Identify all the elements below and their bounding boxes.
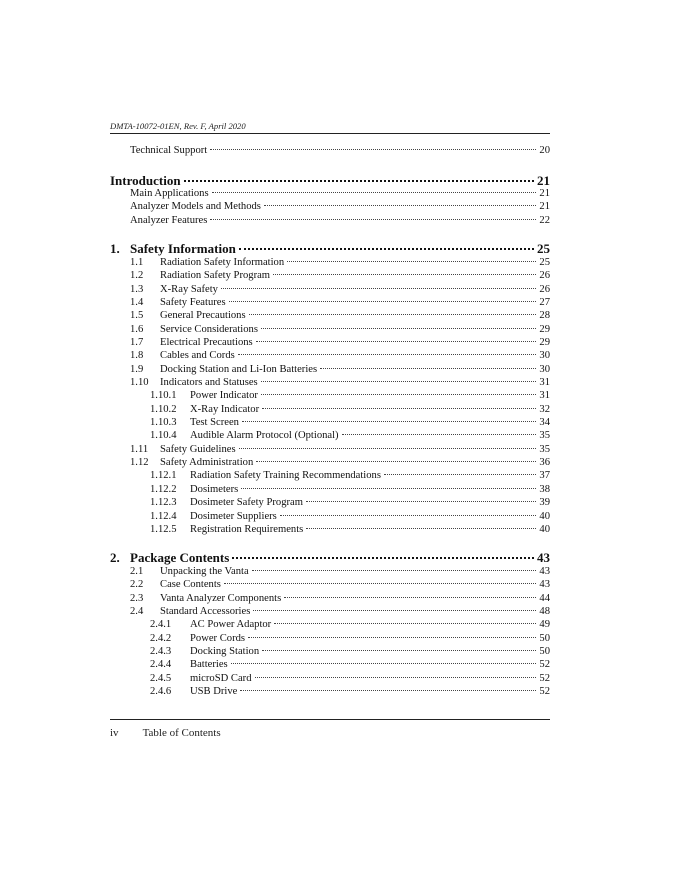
page-number: iv xyxy=(110,727,119,739)
toc-entry-title: Dosimeters xyxy=(190,484,239,495)
toc-entry-title: Dosimeter Safety Program xyxy=(190,497,303,508)
toc-entry-number: 2.4.6 xyxy=(150,686,172,697)
dot-leader xyxy=(256,461,536,462)
toc-entry[interactable] xyxy=(130,578,550,592)
toc-entry-title: Analyzer Features xyxy=(130,215,208,226)
toc-entry[interactable] xyxy=(150,658,550,672)
toc-entry-number: 2.4.4 xyxy=(150,659,172,670)
toc-entry-number: 1.3 xyxy=(130,284,144,295)
toc-entry[interactable] xyxy=(130,349,550,363)
toc-entry-title: Package Contents xyxy=(130,550,230,565)
toc-entry[interactable] xyxy=(130,363,550,377)
toc-entry-page: 52 xyxy=(539,686,550,697)
dot-leader xyxy=(261,381,537,382)
toc-entry-page: 29 xyxy=(539,337,550,348)
toc-entry-title: X-Ray Indicator xyxy=(190,404,260,415)
dot-leader xyxy=(261,394,536,395)
dot-leader xyxy=(212,192,537,193)
footer-divider xyxy=(110,719,550,720)
toc-entry-page: 26 xyxy=(539,270,550,281)
toc-entry-title: microSD Card xyxy=(190,673,252,684)
dot-leader xyxy=(232,557,534,559)
toc-entry[interactable] xyxy=(130,200,550,214)
dot-leader xyxy=(224,583,536,584)
toc-entry-title: Indicators and Statuses xyxy=(160,377,258,388)
dot-leader xyxy=(242,421,536,422)
toc-entry[interactable] xyxy=(130,323,550,337)
toc-entry-number: 1.10.2 xyxy=(150,404,177,415)
toc-entry-number: 2.4.2 xyxy=(150,633,172,644)
toc-entry-number: 1.10.1 xyxy=(150,390,177,401)
toc-entry[interactable] xyxy=(130,309,550,323)
toc-entry-title: Batteries xyxy=(190,659,228,670)
toc-entry-number: 1.12.2 xyxy=(150,484,177,495)
dot-leader xyxy=(284,597,536,598)
toc-entry[interactable] xyxy=(130,283,550,297)
dot-leader xyxy=(306,501,536,502)
toc-entry-title: Docking Station and Li-Ion Batteries xyxy=(160,364,318,375)
toc-entry-number: 2.4.5 xyxy=(150,673,172,684)
toc-entry-number: 2.2 xyxy=(130,579,144,590)
dot-leader xyxy=(342,434,537,435)
toc-entry-page: 32 xyxy=(539,404,550,415)
toc-entry-number: 1.12.1 xyxy=(150,470,177,481)
toc-entry-number: 1.12.3 xyxy=(150,497,177,508)
toc-entry-number: 2.4 xyxy=(130,606,144,617)
dot-leader xyxy=(210,149,536,150)
toc-entry[interactable] xyxy=(130,376,550,390)
toc-entry-page: 43 xyxy=(539,566,550,577)
toc-entry-title: Unpacking the Vanta xyxy=(160,566,249,577)
toc-entry-title: Dosimeter Suppliers xyxy=(190,511,277,522)
toc-entry-title: AC Power Adaptor xyxy=(190,619,272,630)
toc-entry-title: Main Applications xyxy=(130,188,209,199)
toc-entry[interactable] xyxy=(130,187,550,201)
toc-entry[interactable] xyxy=(130,296,550,310)
dot-leader xyxy=(210,219,536,220)
toc-entry-number: 1.8 xyxy=(130,350,144,361)
toc-entry[interactable] xyxy=(150,672,550,686)
toc-entry[interactable] xyxy=(150,403,550,417)
toc-entry-number: 1.11 xyxy=(130,444,149,455)
toc-entry[interactable] xyxy=(130,592,550,606)
toc-entry-title: Power Indicator xyxy=(190,390,258,401)
toc-entry-page: 20 xyxy=(539,145,550,156)
toc-entry-number: 1. xyxy=(110,241,120,256)
toc-entry-page: 37 xyxy=(539,470,550,481)
toc-entry-title: Power Cords xyxy=(190,633,246,644)
toc-entry[interactable] xyxy=(150,416,550,430)
toc-entry-page: 38 xyxy=(539,484,550,495)
toc-entry-number: 1.1 xyxy=(130,257,144,268)
toc-entry-page: 50 xyxy=(539,646,550,657)
toc-entry-number: 1.7 xyxy=(130,337,144,348)
dot-leader xyxy=(229,301,537,302)
toc-entry[interactable] xyxy=(150,685,550,699)
toc-entry-number: 2. xyxy=(110,550,120,565)
toc-entry[interactable] xyxy=(130,144,550,158)
toc-entry-title: Service Considerations xyxy=(160,324,258,335)
toc-entry-number: 1.12 xyxy=(130,457,149,468)
toc-entry-number: 2.4.1 xyxy=(150,619,172,630)
dot-leader xyxy=(320,368,536,369)
toc-entry-number: 2.3 xyxy=(130,593,144,604)
toc-entry-title: Cables and Cords xyxy=(160,350,235,361)
toc-entry[interactable] xyxy=(130,336,550,350)
toc-entry-page: 40 xyxy=(539,511,550,522)
toc-entry[interactable] xyxy=(130,443,550,457)
toc-entry[interactable] xyxy=(130,605,550,619)
toc-entry-title: Introduction xyxy=(110,173,181,188)
toc-entry-page: 49 xyxy=(539,619,550,630)
toc-entry[interactable] xyxy=(150,510,550,524)
dot-leader xyxy=(274,623,536,624)
dot-leader xyxy=(252,570,537,571)
toc-entry-page: 25 xyxy=(539,257,550,268)
toc-entry-page: 22 xyxy=(539,215,550,226)
dot-leader xyxy=(255,677,537,678)
toc-entry-page: 31 xyxy=(539,390,550,401)
toc-entry-page: 29 xyxy=(539,324,550,335)
toc-entry-page: 35 xyxy=(539,430,550,441)
toc-entry[interactable] xyxy=(130,214,550,228)
toc-entry[interactable] xyxy=(150,618,550,632)
toc-entry-page: 43 xyxy=(537,550,550,565)
toc-entry-page: 30 xyxy=(539,364,550,375)
dot-leader xyxy=(238,354,537,355)
dot-leader xyxy=(239,448,537,449)
toc-entry-page: 28 xyxy=(539,310,550,321)
toc-entry-title: Docking Station xyxy=(190,646,260,657)
toc-entry-number: 2.1 xyxy=(130,566,144,577)
toc-entry-number: 1.5 xyxy=(130,310,144,321)
toc-entry[interactable] xyxy=(130,269,550,283)
toc-entry-page: 40 xyxy=(539,524,550,535)
toc-entry-number: 1.10 xyxy=(130,377,149,388)
footer-section-title: Table of Contents xyxy=(142,727,221,739)
dot-leader xyxy=(240,690,536,691)
toc-entry[interactable] xyxy=(150,523,550,537)
toc-entry-page: 21 xyxy=(537,173,550,188)
toc-entry-page: 27 xyxy=(539,297,550,308)
toc-entry-number: 1.10.4 xyxy=(150,430,177,441)
toc-entry-page: 35 xyxy=(539,444,550,455)
dot-leader xyxy=(184,180,534,182)
dot-leader xyxy=(262,650,536,651)
toc-entry-title: Safety Features xyxy=(160,297,226,308)
toc-entry-title: Safety Guidelines xyxy=(160,444,236,455)
toc-entry-title: General Precautions xyxy=(160,310,246,321)
toc-entry[interactable] xyxy=(130,565,550,579)
dot-leader xyxy=(231,663,537,664)
dot-leader xyxy=(256,341,537,342)
dot-leader xyxy=(280,515,537,516)
header-divider xyxy=(110,133,550,134)
toc-entry-title: Standard Accessories xyxy=(160,606,251,617)
toc-entry[interactable] xyxy=(150,429,550,443)
dot-leader xyxy=(253,610,536,611)
toc-entry-number: 1.12.5 xyxy=(150,524,177,535)
toc-entry-page: 26 xyxy=(539,284,550,295)
toc-entry-number: 2.4.3 xyxy=(150,646,172,657)
toc-entry-page: 21 xyxy=(539,201,550,212)
toc-entry[interactable] xyxy=(150,469,550,483)
toc-entry-number: 1.6 xyxy=(130,324,144,335)
toc-entry-title: Electrical Precautions xyxy=(160,337,253,348)
toc-entry-page: 36 xyxy=(539,457,550,468)
dot-leader xyxy=(221,288,536,289)
dot-leader xyxy=(306,528,536,529)
toc-entry[interactable] xyxy=(150,483,550,497)
toc-entry-title: Technical Support xyxy=(130,145,208,156)
toc-entry-title: Test Screen xyxy=(190,417,239,428)
toc-entry-title: Case Contents xyxy=(160,579,221,590)
toc-entry-page: 21 xyxy=(539,188,550,199)
dot-leader xyxy=(241,488,536,489)
toc-entry[interactable] xyxy=(130,256,550,270)
running-header: DMTA-10072-01EN, Rev. F, April 2020 xyxy=(110,121,246,131)
toc-entry-title: Safety Information xyxy=(130,241,236,256)
toc-entry-number: 1.4 xyxy=(130,297,144,308)
toc-entry-title: Radiation Safety Information xyxy=(160,257,285,268)
toc-entry-page: 30 xyxy=(539,350,550,361)
dot-leader xyxy=(384,474,536,475)
toc-entry-title: Safety Administration xyxy=(160,457,254,468)
dot-leader xyxy=(249,314,537,315)
toc-entry[interactable] xyxy=(150,496,550,510)
toc-entry-title: Registration Requirements xyxy=(190,524,304,535)
toc-entry-title: USB Drive xyxy=(190,686,238,697)
toc-entry-title: X-Ray Safety xyxy=(160,284,218,295)
toc-entry-title: Analyzer Models and Methods xyxy=(130,201,261,212)
toc-entry-number: 1.9 xyxy=(130,364,144,375)
toc-entry-page: 44 xyxy=(539,593,550,604)
toc-entry-page: 25 xyxy=(537,241,550,256)
toc-entry[interactable] xyxy=(150,389,550,403)
toc-entry-page: 52 xyxy=(539,673,550,684)
dot-leader xyxy=(287,261,536,262)
dot-leader xyxy=(264,205,536,206)
toc-entry-number: 1.2 xyxy=(130,270,144,281)
toc-entry-page: 39 xyxy=(539,497,550,508)
toc-entry-title: Radiation Safety Training Recommendations xyxy=(190,470,381,481)
dot-leader xyxy=(273,274,536,275)
toc-entry-title: Radiation Safety Program xyxy=(160,270,271,281)
toc-entry-page: 31 xyxy=(539,377,550,388)
dot-leader xyxy=(239,248,534,250)
dot-leader xyxy=(248,637,536,638)
toc-entry-page: 48 xyxy=(539,606,550,617)
toc-entry-title: Vanta Analyzer Components xyxy=(160,593,282,604)
toc-entry[interactable] xyxy=(130,456,550,470)
toc-entry-title: Audible Alarm Protocol (Optional) xyxy=(190,430,339,441)
toc-entry-page: 50 xyxy=(539,633,550,644)
toc-entry-page: 43 xyxy=(539,579,550,590)
dot-leader xyxy=(261,328,536,329)
toc-entry-number: 1.10.3 xyxy=(150,417,177,428)
dot-leader xyxy=(262,408,536,409)
running-footer xyxy=(110,727,221,739)
toc-entry-page: 52 xyxy=(539,659,550,670)
toc-entry[interactable] xyxy=(150,645,550,659)
toc-entry-number: 1.12.4 xyxy=(150,511,177,522)
toc-entry-page: 34 xyxy=(539,417,550,428)
toc-entry[interactable] xyxy=(150,632,550,646)
